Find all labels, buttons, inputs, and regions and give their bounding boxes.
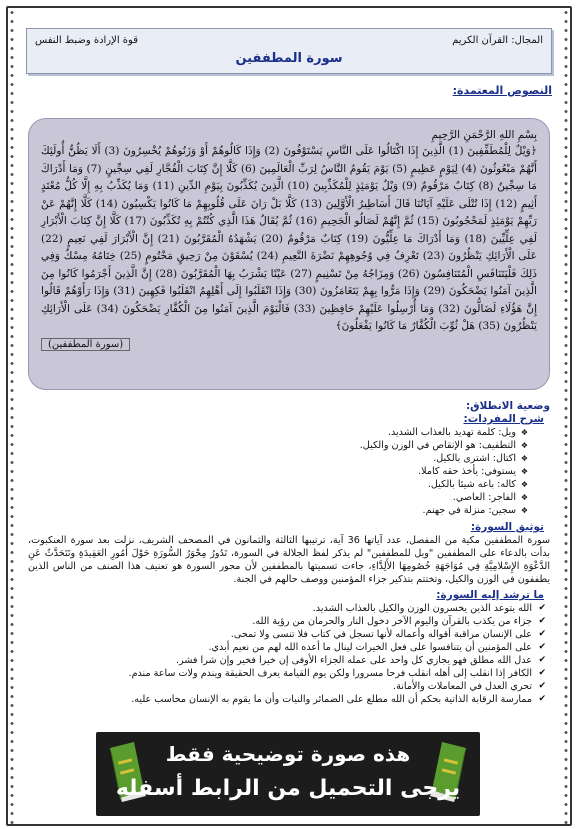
- banner-notice: هذه صورة توضيحية فقط: [165, 742, 411, 766]
- list-item: ✔ تحري العدل في المعاملات والأمانة.: [28, 680, 546, 693]
- list-item: ❖ كاله: باعه شيئا بالكيل.: [28, 478, 528, 491]
- surah-source: (سورة المطففين): [41, 338, 130, 351]
- page-title: سورة المطففين: [235, 51, 343, 66]
- page-frame: [6, 6, 572, 826]
- list-item: ✔ جزاء من يكذب بالقرآن واليوم الآخر دخول النار والحرمان من رؤية الله.: [28, 615, 546, 628]
- texts-heading: النصوص المعتمدة:: [452, 84, 552, 97]
- list-item: ❖ يستوفي: يأخذ حقه كاملا.: [28, 465, 528, 478]
- download-banner[interactable]: [96, 732, 480, 816]
- launch-section: [28, 400, 550, 706]
- list-item: ❖ اكتال: اشترى بالكيل.: [28, 452, 528, 465]
- list-item: ❖ سجين: منزلة في جهنم.: [28, 504, 528, 517]
- quran-text-box: [28, 118, 550, 390]
- header-box: [26, 28, 552, 74]
- dotted-border-right: [562, 8, 570, 824]
- banner-download-link[interactable]: يرجى التحميل من الرابط أسفله: [115, 776, 461, 801]
- list-item: ✔ عدل الله مطلق فهو يجازي كل واحد على عمله الجزاء الأوفى إن خيرا فخير وإن شرا فشر.: [28, 654, 546, 667]
- guide-list: [28, 602, 546, 706]
- list-item: ✔ الله يتوعد الذين يخسرون الوزن والكيل بالعذاب الشديد.: [28, 602, 546, 615]
- dotted-border-left: [8, 8, 16, 824]
- list-item: ✔ الكافر إذا انقلب إلى أهله انقلب فرحا مسرورا ولكن يوم القيامة يعرف الحقيقة ويندم ولات ساعة مندم.: [28, 667, 546, 680]
- basmala: بِسْمِ اللهِ الرَّحْمَنِ الرَّحِيمِ: [431, 129, 537, 141]
- list-item: ❖ التطفيف: هو الإنقاص في الوزن والكيل.: [28, 439, 528, 452]
- list-item: ✔ ممارسة الرقابة الذاتية بحكم أن الله مطلع على الضمائر والنيات وأن ما يقوم به الإنسان محاسب عليه.: [28, 693, 546, 706]
- guide-heading: ما ترشد إليه السورة:: [436, 589, 544, 601]
- verses-text: ﴿وَيْلٌ لِلْمُطَفِّفِينَ (1) الَّذِينَ إِذَا اكْتَالُوا عَلَى النَّاسِ يَسْتَوْفُونَ (2) وَإِذَا كَالُوهُمْ أَوْ وَزَنُوهُمْ يُخْسِرُونَ (3) أَلَا يَظُنُّ أُولَئِكَ أَنَّهُمْ مَبْعُوثُونَ (4) لِيَوْمٍ عَظِيمٍ (5) يَوْمَ يَقُومُ النَّاسُ لِرَبِّ الْعَالَمِينَ (6) كَلَّا إِنَّ كِتَابَ الْفُجَّارِ لَفِي سِجِّينٍ (7) وَمَا أَدْرَاكَ مَا سِجِّينٌ (8) كِتَابٌ مَرْقُومٌ (9) وَيْلٌ يَوْمَئِذٍ لِلْمُكَذِّبِينَ (10) الَّذِينَ يُكَذِّبُونَ بِيَوْمِ الدِّينِ (11) وَمَا يُكَذِّبُ بِهِ إِلَّا كُلُّ مُعْتَدٍ أَثِيمٍ (12) إِذَا تُتْلَى عَلَيْهِ آيَاتُنَا قَالَ أَسَاطِيرُ الْأَوَّلِينَ (13) كَلَّا بَلْ رَانَ عَلَى قُلُوبِهِمْ مَا كَانُوا يَكْسِبُونَ (14) كَلَّا إِنَّهُمْ عَنْ رَبِّهِمْ يَوْمَئِذٍ لَمَحْجُوبُونَ (15) ثُمَّ إِنَّهُمْ لَصَالُو الْجَحِيمِ (16) ثُمَّ يُقَالُ هَذَا الَّذِي كُنْتُمْ بِهِ تُكَذِّبُونَ (17) كَلَّا إِنَّ كِتَابَ الْأَبْرَارِ لَفِي عِلِّيِّينَ (18) وَمَا أَدْرَاكَ مَا عِلِّيُّونَ (19) كِتَابٌ مَرْقُومٌ (20) يَشْهَدُهُ الْمُقَرَّبُونَ (21) إِنَّ الْأَبْرَارَ لَفِي نَعِيمٍ (22) عَلَى الْأَرَائِكِ يَنْظُرُونَ (23) تَعْرِفُ فِي وُجُوهِهِمْ نَضْرَةَ النَّعِيمِ (24) يُسْقَوْنَ مِنْ رَحِيقٍ مَخْتُومٍ (25) خِتَامُهُ مِسْكٌ وَفِي ذَلِكَ فَلْيَتَنَافَسِ الْمُتَنَافِسُونَ (26) وَمِزَاجُهُ مِنْ تَسْنِيمٍ (27) عَيْنًا يَشْرَبُ بِهَا الْمُقَرَّبُونَ (28) إِنَّ الَّذِينَ أَجْرَمُوا كَانُوا مِنَ الَّذِينَ آمَنُوا يَضْحَكُونَ (29) وَإِذَا مَرُّوا بِهِمْ يَتَغَامَزُونَ (30) وَإِذَا انْقَلَبُوا إِلَى أَهْلِهِمُ انْقَلَبُوا فَكِهِينَ (31) وَإِذَا رَأَوْهُمْ قَالُوا إِنَّ هَؤُلَاءِ لَضَالُّونَ (32) وَمَا أُرْسِلُوا عَلَيْهِمْ حَافِظِينَ (33) فَالْيَوْمَ الَّذِينَ آمَنُوا مِنَ الْكُفَّارِ يَضْحَكُونَ (34) عَلَى الْأَرَائِكِ يَنْظُرُونَ (35) هَلْ ثُوِّبَ الْكُفَّارُ مَا كَانُوا يَفْعَلُونَ﴾: [41, 145, 538, 332]
- list-item: ❖ الفاجر: العاصي.: [28, 491, 528, 504]
- vocab-heading: شرح المفردات:: [463, 413, 544, 425]
- list-item: ✔ على المؤمنين أن يتنافسوا على فعل الخيرات لينال ما أعده الله لهم من نعيم أبدي.: [28, 641, 546, 654]
- list-item: ❖ ويل: كلمة تهديد بالعذاب الشديد.: [28, 426, 528, 439]
- doc-text: سورة المطففين مكية من المفصل، عدد آياتها 36 آية، ترتيبها الثالثة والثمانون في المصحف الشريف، نزلت بعد سورة العنكبوت، بدأت بالدعاء على المطففين "ويل للمطففين" لم يذكر لفظ الجلالة في السورة، تَدُورُ مِحْوَرُ السُّورَةِ حَوْلَ أُمُورِ العَقِيدَةِ وتَتَحَدَّثُ عَنِ الدَّعْوَةِ الإِسْلامِيَّةِ فِي مُوَاجَهَةِ خُصُومِهَا الأَلِدَّاءِ، جاءت تسميتها بالمطففين لأن محور السورة هو تعنيف هذا الصنف من الناس الذين يطففون في الوزن والكيل، وتختتم بتذكير جزاء المؤمنين ووصف حالهم في الجنة.: [28, 535, 550, 585]
- list-item: ✔ على الإنسان مراقبة أقواله وأعماله لأنها تسجل في كتاب فلا تنسى ولا تمحى.: [28, 628, 546, 641]
- launch-heading: وضعية الانطلاق:: [465, 400, 550, 412]
- doc-heading: توثيق السورة:: [470, 521, 544, 533]
- field-label: المجال: القرآن الكريم: [452, 35, 543, 46]
- unit-label: قوة الإرادة وضبط النفس: [35, 35, 138, 46]
- vocab-list: [28, 426, 528, 517]
